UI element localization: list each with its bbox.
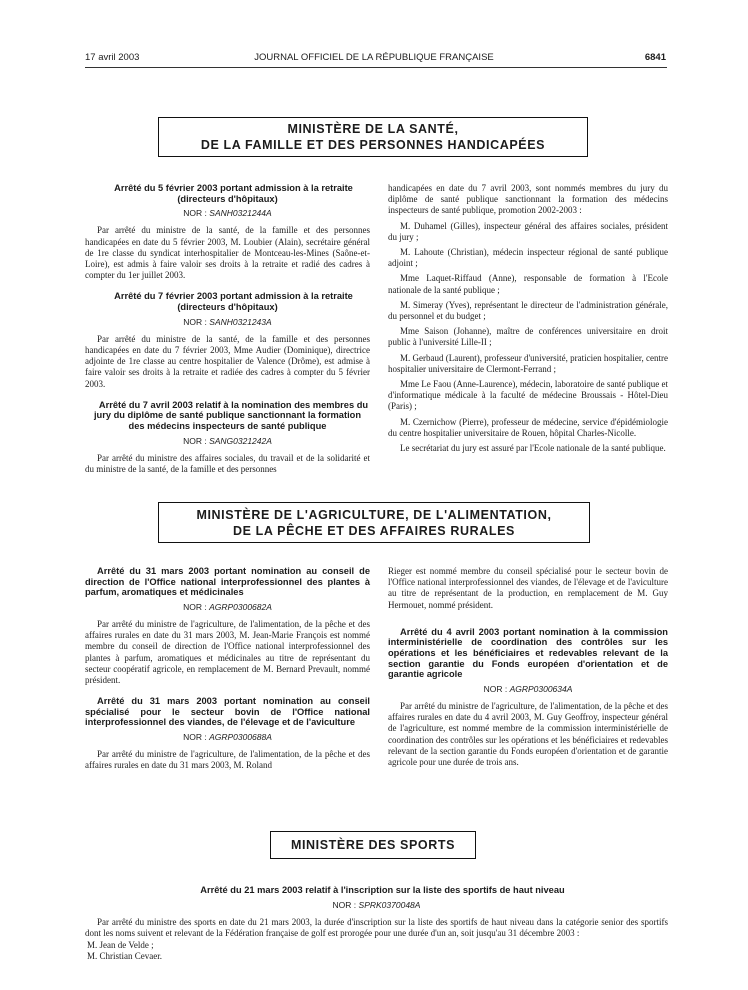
arrete-block bbox=[85, 400, 370, 475]
secretariat-note: Le secrétariat du jury est assuré par l'Ecole nationale de la santé publique. bbox=[400, 443, 666, 454]
ministry-box-agriculture bbox=[158, 502, 590, 543]
sports-column bbox=[85, 885, 668, 963]
arrete-block bbox=[85, 291, 370, 389]
arrete-title: Arrêté du 7 février 2003 portant admission à la retraite (directeurs d'hôpitaux) bbox=[114, 291, 353, 312]
agriculture-right-column bbox=[388, 566, 668, 778]
arrete-body: Par arrêté du ministre des affaires sociales, du travail et de la solidarité et du ministre de la santé, de la famille et des personnes bbox=[85, 452, 370, 474]
athlete-name: M. Christian Cevaer. bbox=[87, 951, 162, 962]
arrete-body: Par arrêté du ministre des sports en date du 21 mars 2003, la durée d'inscription sur la liste des sportifs de haut niveau dans la catégorie senior des sportifs dont les noms suivent et relevant de la Fédération française de golf est prorogée pour une durée d'un an, soit jusqu'au 31 décembre 2003 : bbox=[85, 916, 668, 938]
arrete-body-continued: Rieger est nommé membre du conseil spécialisé pour le secteur bovin de l'Office national interprofessionnel des viandes, de l'élevage et de l'aviculture au titre de représentant de la production, en remplacement de M. Guy Hermouet, nommé président. bbox=[388, 566, 668, 610]
header-page-number: 6841 bbox=[644, 52, 666, 63]
arrete-block bbox=[388, 627, 668, 768]
arrete-block bbox=[85, 566, 370, 686]
ministry-box-sports bbox=[270, 831, 476, 859]
ministry-title-line1: MINISTÈRE DE LA SANTÉ, bbox=[287, 122, 459, 136]
header-rule bbox=[85, 67, 667, 68]
jury-member: Mme Le Faou (Anne-Laurence), médecin, laboratoire de santé publique et d'informatique médicale à la faculté de médecine Broussais - Hôtel-Dieu (Paris) ; bbox=[388, 379, 668, 412]
jury-member: Mme Laquet-Riffaud (Anne), responsable de formation à l'Ecole nationale de la santé publique ; bbox=[388, 273, 668, 295]
nor-reference: NOR : SANG0321242A bbox=[183, 435, 272, 446]
jury-member: M. Gerbaud (Laurent), professeur d'université, praticien hospitalier, centre hospitalier universitaire de Clermont-Ferrand ; bbox=[388, 352, 668, 374]
ministry-title-line1: MINISTÈRE DES SPORTS bbox=[290, 838, 456, 852]
header-date: 17 avril 2003 bbox=[85, 52, 140, 63]
arrete-body: Par arrêté du ministre de l'agriculture, de l'alimentation, de la pêche et des affaires rurales en date du 31 mars 2003, M. Roland bbox=[85, 749, 370, 771]
arrete-body: Par arrêté du ministre de l'agriculture, de l'alimentation, de la pêche et des affaires rurales en date du 4 avril 2003, M. Guy Geoffroy, inspecteur général de l'agriculture, est nommé membre de la commission interministérielle de coordination des contrôles sur les opérations et les bénéficiaires et redevables relevant de la section garantie du Fonds européen d'orientation et de garantie agricole pour une durée de trois ans. bbox=[388, 700, 668, 767]
arrete-title: Arrêté du 4 avril 2003 portant nomination à la commission interministérielle de coordination des contrôles sur les opérations et les bénéficiaires et redevables relevant de la section garantie du Fonds européen d'orientation et de garantie agricole bbox=[388, 626, 668, 680]
arrete-title: Arrêté du 5 février 2003 portant admission à la retraite (directeurs d'hôpitaux) bbox=[114, 183, 353, 204]
athlete-list bbox=[85, 940, 668, 962]
arrete-body: Par arrêté du ministre de l'agriculture, de l'alimentation, de la pêche et des affaires rurales en date du 31 mars 2003, M. Jean-Marie François est nommé membre du conseil de direction de l'Office national interprofessionnel des plantes à parfum, aromatiques et médicinales au titre de représentant du secteur coopératif agricole, en remplacement de M. Bernard Prevault, nommé président. bbox=[85, 618, 370, 685]
jury-member: M. Simeray (Yves), représentant le directeur de l'administration générale, du personnel et du budget ; bbox=[388, 299, 668, 322]
agriculture-left-column bbox=[85, 566, 370, 782]
sante-right-column bbox=[388, 183, 668, 458]
athlete-name: M. Jean de Velde ; bbox=[87, 940, 154, 951]
arrete-body: Par arrêté du ministre de la santé, de la famille et des personnes handicapées en date du 7 février 2003, Mme Audier (Dominique), directrice adjointe de 1re classe au centre hospitalier de Valence (Drôme), est admise à faire valoir ses droits à la retraite et radiée des cadres à compter du 5 février 2003. bbox=[85, 333, 370, 389]
ministry-box-sante bbox=[158, 117, 588, 157]
nor-reference: NOR : SANH0321244A bbox=[183, 208, 272, 219]
nor-reference: NOR : AGRP0300682A bbox=[183, 601, 272, 612]
arrete-body-continued: handicapées en date du 7 avril 2003, sont nommés membres du jury du diplôme de santé publique sanctionnant la formation des médecins inspecteurs de santé publique, promotion 2002-2003 : bbox=[388, 183, 668, 216]
arrete-body: Par arrêté du ministre de la santé, de la famille et des personnes handicapées en date du 5 février 2003, M. Loubier (Alain), secrétaire général de 1re classe du syndicat interhospitalier de Montceau-les-Mines (Saône-et-Loire), est admis à faire valoir ses droits à la retraite et radié des cadres à compter du 1er juillet 2003. bbox=[85, 225, 370, 281]
arrete-title: Arrêté du 7 avril 2003 relatif à la nomination des membres du jury du diplôme de santé publique sanctionnant la formation des médecins inspecteurs de santé publique bbox=[93, 399, 369, 431]
ministry-title-line2: DE LA PÊCHE ET DES AFFAIRES RURALES bbox=[233, 523, 515, 538]
nor-reference: NOR : SANH0321243A bbox=[183, 316, 272, 327]
arrete-block bbox=[85, 183, 370, 281]
ministry-title-line1: MINISTÈRE DE L'AGRICULTURE, DE L'ALIMENTATION, bbox=[196, 507, 552, 522]
header-journal-title: JOURNAL OFFICIEL DE LA RÉPUBLIQUE FRANÇAISE bbox=[254, 52, 494, 63]
arrete-title: Arrêté du 31 mars 2003 portant nomination au conseil de direction de l'Office national interprofessionnel des plantes à parfum, aromatiques et médicinales bbox=[85, 566, 370, 598]
arrete-title: Arrêté du 31 mars 2003 portant nomination au conseil spécialisé pour le secteur bovin de l'Office national interprofessionnel des viandes, de l'élevage et de l'aviculture bbox=[85, 696, 370, 728]
ministry-title-line2: DE LA FAMILLE ET DES PERSONNES HANDICAPÉES bbox=[200, 138, 546, 152]
jury-member: M. Duhamel (Gilles), inspecteur général des affaires sociales, président du jury ; bbox=[388, 220, 668, 242]
jury-member: M. Czernichow (Pierre), professeur de médecine, service d'épidémiologie du centre hospitalier universitaire de Rouen, hôpital Charles-Nicolle. bbox=[388, 416, 668, 438]
nor-reference: NOR : AGRP0300634A bbox=[483, 683, 573, 694]
arrete-block bbox=[85, 696, 370, 771]
nor-reference: NOR : AGRP0300688A bbox=[183, 731, 272, 742]
jury-member: Mme Saison (Johanne), maître de conférences universitaire en droit public à l'université Lille-II ; bbox=[388, 326, 668, 348]
arrete-title: Arrêté du 21 mars 2003 relatif à l'inscription sur la liste des sportifs de haut niveau bbox=[200, 885, 565, 895]
sante-left-column bbox=[85, 183, 370, 485]
nor-reference: NOR : SPRK0370048A bbox=[332, 899, 421, 910]
jury-member: M. Lahoute (Christian), médecin inspecteur régional de santé publique adjoint ; bbox=[388, 247, 668, 269]
